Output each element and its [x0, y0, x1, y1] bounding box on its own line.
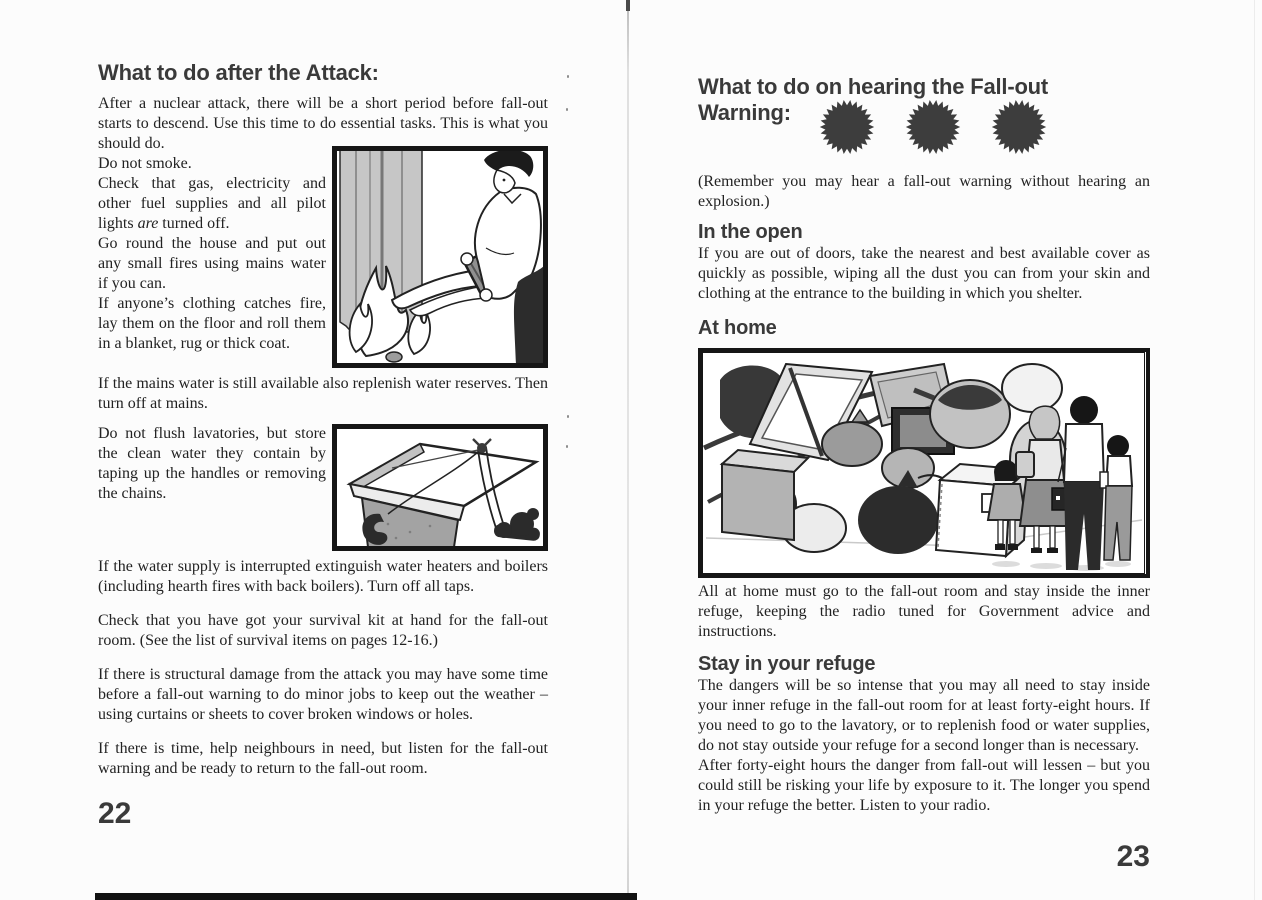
- wrap-block-cistern: [98, 424, 548, 504]
- scan-speck: [567, 75, 569, 78]
- scan-speck: [567, 415, 569, 418]
- refuge-paragraph-2: After forty-eight hours the danger from fall-out will lessen – but you could still be risking your life by exposure to it. The longer you spend in your refuge the better. Listen to your radio.: [698, 757, 1150, 814]
- survival-paragraph: Check that you have got your survival kit at hand for the fall-out room. (See the list of survival items on pages 12-16.): [98, 612, 548, 649]
- remember-paragraph: (Remember you may hear a fall-out warning without hearing an explosion.): [698, 173, 1150, 210]
- left-page-heading: What to do after the Attack:: [98, 60, 379, 85]
- clothing-paragraph: If anyone’s clothing catches fire, lay them on the floor and roll them in a blanket, rug or thick coat.: [98, 295, 326, 352]
- toilet-cistern-illustration: [332, 424, 548, 551]
- at-home-heading: At home: [698, 317, 777, 339]
- page-number-22: 22: [98, 797, 132, 830]
- scan-speck: [566, 108, 568, 111]
- page-number-23: 23: [1116, 840, 1150, 873]
- lavatories-paragraph: Do not flush lavatories, but store the clean water they contain by taping up the handles or removing the chains.: [98, 425, 326, 502]
- in-the-open-heading: In the open: [698, 221, 803, 243]
- starburst-icon: [904, 98, 962, 156]
- scan-speck: [566, 445, 568, 448]
- left-page: [98, 60, 548, 831]
- fire-extinguish-illustration: [332, 146, 548, 368]
- scan-edge-bar: [95, 893, 637, 900]
- scan-right-edge: [1254, 0, 1255, 900]
- in-the-open-paragraph: If you are out of doors, take the nearest and best available cover as quickly as possible, wiping all the dust you can from your skin and clothing at the entrance to the building in which you shelter.: [698, 245, 1150, 302]
- family-shelter-illustration: [698, 348, 1150, 578]
- starburst-icon: [818, 98, 876, 156]
- time-paragraph: If there is time, help neighbours in need, but listen for the fall-out warning and be ready to return to the fall-out room.: [98, 740, 548, 777]
- mains-paragraph: If the mains water is still available also replenish water reserves. Then turn off at mains.: [98, 375, 548, 412]
- fallout-warning-heading-block: [698, 74, 1150, 126]
- gas-paragraph: Check that gas, electricity and other fuel supplies and all pilot lights are turned off.: [98, 175, 326, 232]
- right-page-heading: What to do on hearing the Fall-out Warning:: [698, 74, 1049, 125]
- refuge-paragraph-1: The dangers will be so intense that you may all need to stay inside your inner refuge in the fall-out room for at least forty-eight hours. If you need to go to the lavatory, or to replenish food or water supplies, do not stay outside your refuge for a second longer than is necessary.: [698, 677, 1150, 754]
- emphasis-are: are: [137, 215, 159, 232]
- page-fold: [627, 0, 629, 900]
- smoke-paragraph: Do not smoke.: [98, 155, 192, 172]
- damage-paragraph: If there is structural damage from the attack you may have some time before a fall-out warning to do minor jobs to keep out the weather – using curtains or sheets to cover broken windows or holes.: [98, 666, 548, 723]
- fires-paragraph: Go round the house and put out any small fires using mains water if you can.: [98, 235, 326, 292]
- supply-paragraph: If the water supply is interrupted extinguish water heaters and boilers (including hearth fires with back boilers). Turn off all taps.: [98, 558, 548, 595]
- right-page: [698, 74, 1150, 874]
- wrap-block-fire: [98, 154, 548, 354]
- fold-tick-mark: [626, 0, 630, 11]
- at-home-paragraph: All at home must go to the fall-out room and stay inside the inner refuge, keeping the radio tuned for Government advice and instructions.: [698, 583, 1150, 640]
- starburst-icon: [990, 98, 1048, 156]
- fallout-warning-icons: [818, 98, 1048, 156]
- stay-in-refuge-heading: Stay in your refuge: [698, 653, 876, 675]
- intro-paragraph: After a nuclear attack, there will be a short period before fall-out starts to descend. Use this time to do essential tasks. This is what you should do.: [98, 95, 548, 152]
